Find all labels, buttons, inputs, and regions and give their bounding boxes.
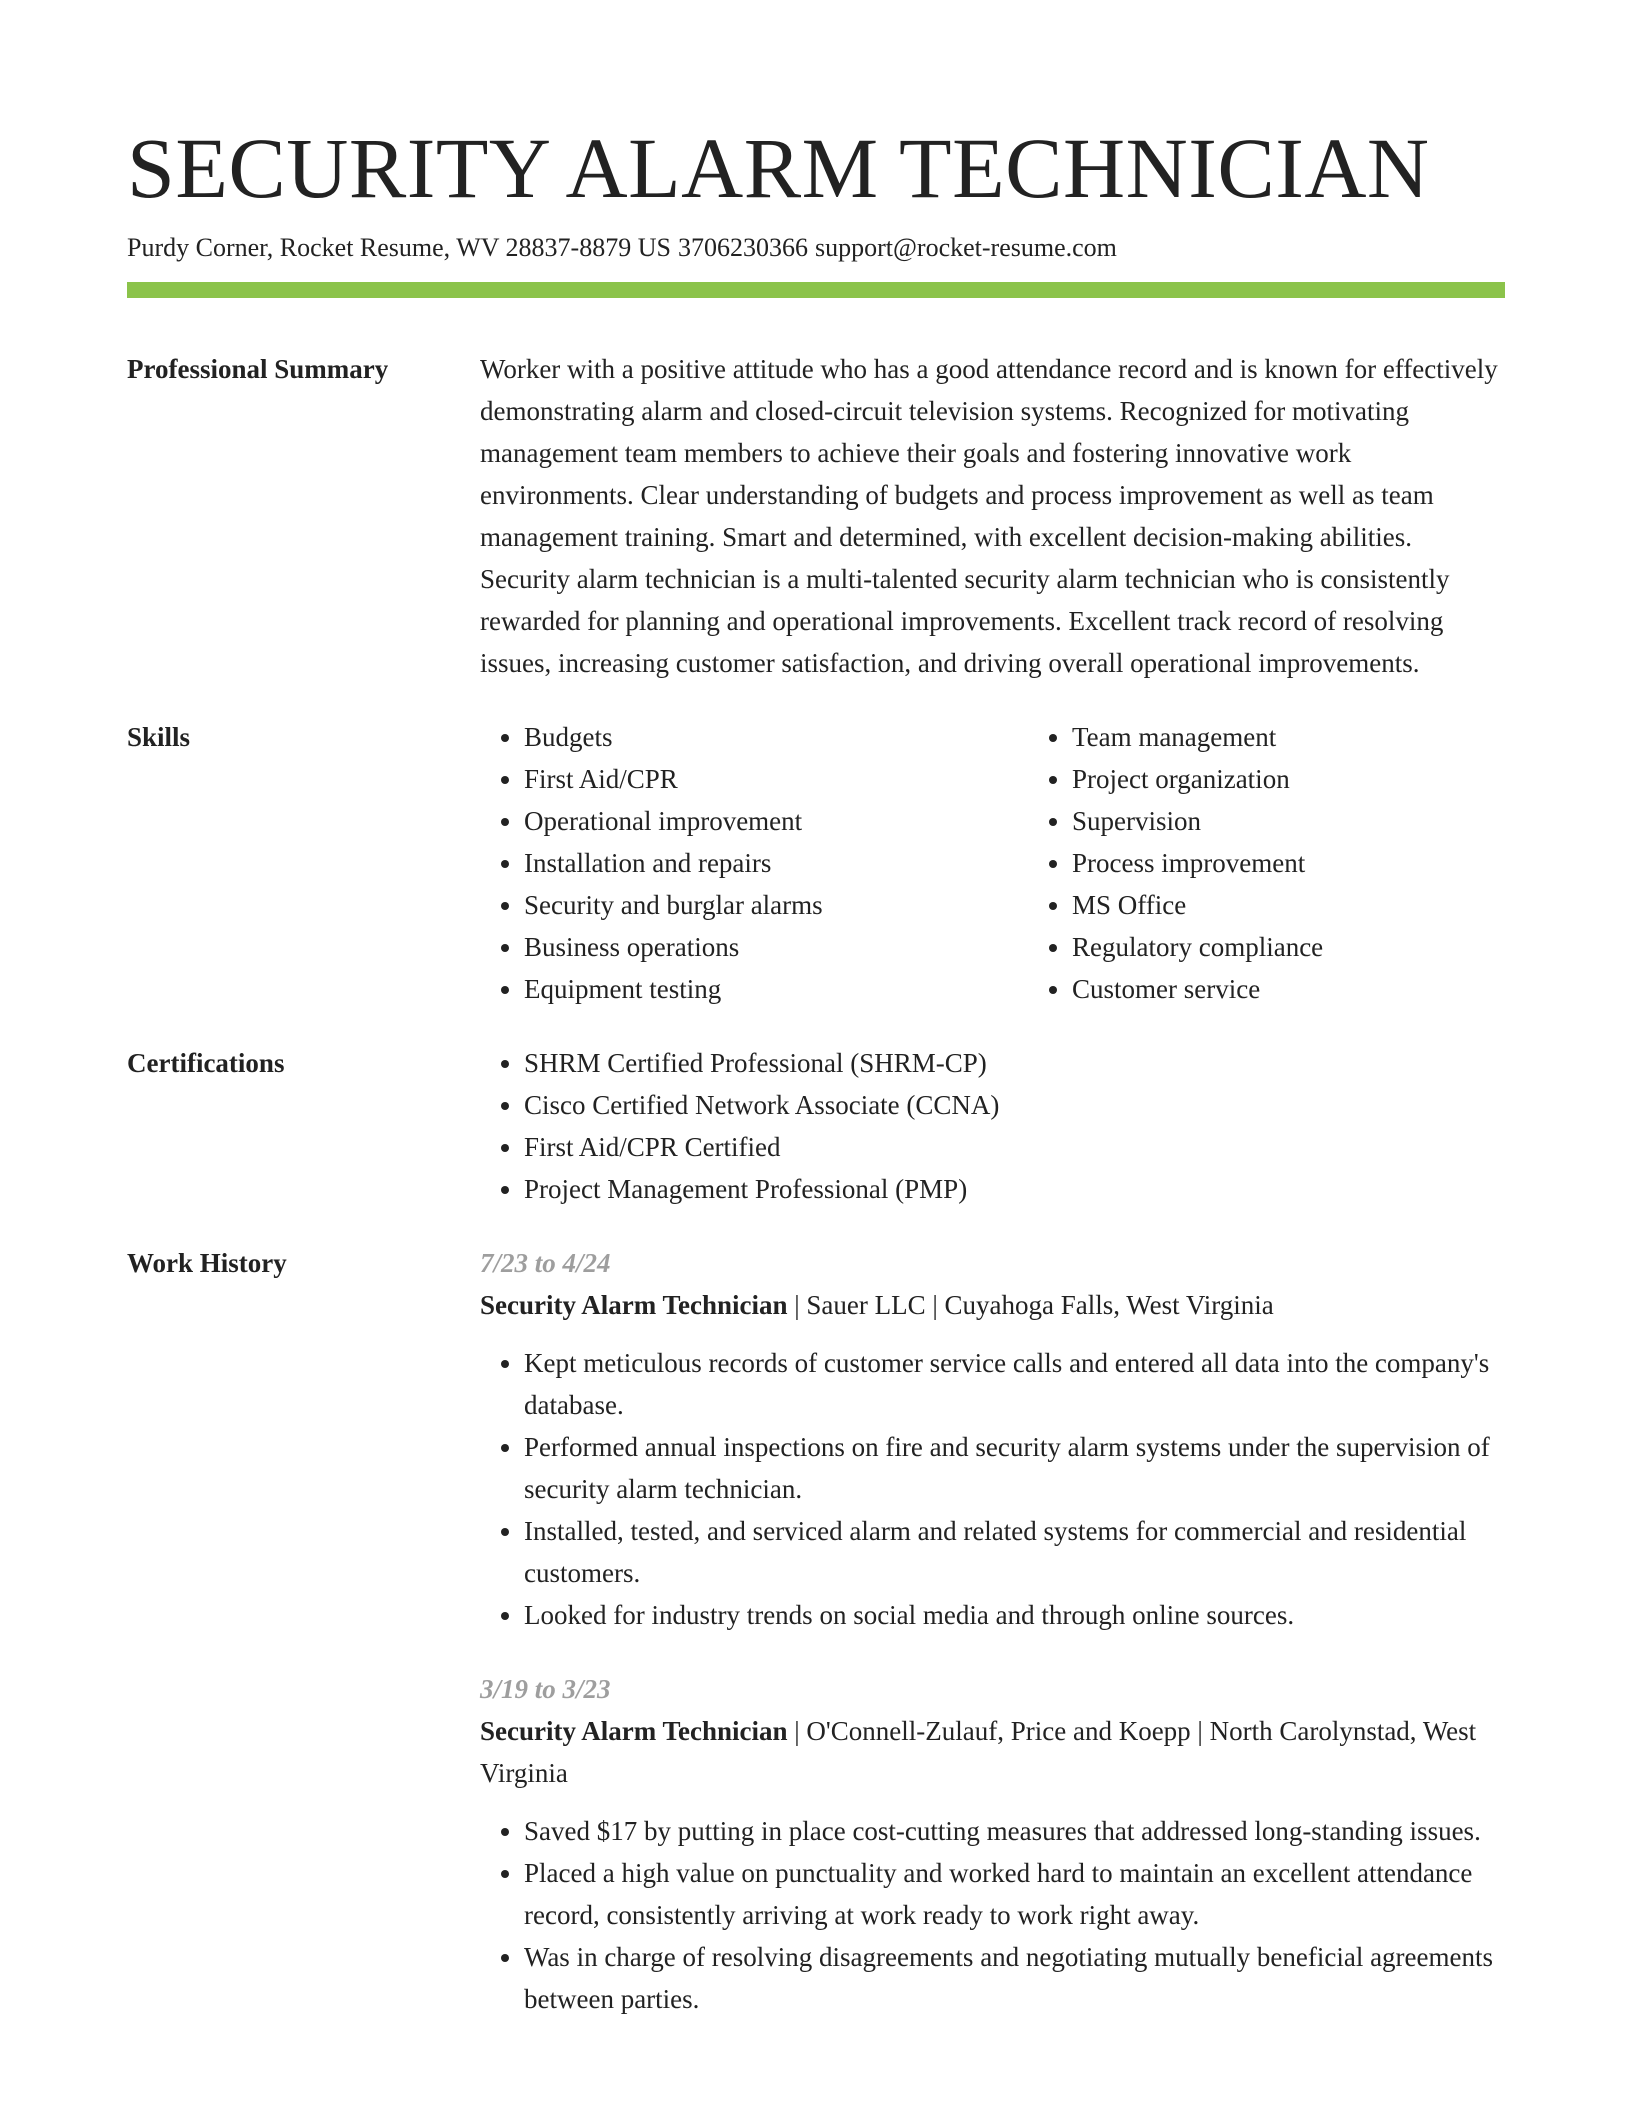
section-label: Certifications <box>127 1048 285 1078</box>
job-dates: 3/19 to 3/23 <box>480 1674 611 1704</box>
job-bullets <box>480 1342 1505 1636</box>
skills-list-right <box>1028 716 1576 1010</box>
job-bullet: • Performed annual inspections on fire and security alarm systems under the supervision of security alarm technician. <box>524 1426 1505 1510</box>
certification-item: • SHRM Certified Professional (SHRM-CP) <box>524 1042 1505 1084</box>
skill-item: • Customer service <box>1072 968 1576 1010</box>
contact-phone: 3706230366 <box>677 233 808 262</box>
section-label: Work History <box>127 1248 287 1278</box>
section-body <box>480 348 1505 684</box>
job-heading <box>480 1710 1505 1794</box>
job-bullet: • Was in charge of resolving disagreements and negotiating mutually beneficial agreements between parties. <box>524 1936 1505 2020</box>
professional-summary-section <box>127 298 1505 684</box>
job-title: Security Alarm Technician <box>480 1716 788 1746</box>
job-bullet: • Installed, tested, and serviced alarm and related systems for commercial and residential customers. <box>524 1510 1505 1594</box>
skill-item: • Security and burglar alarms <box>524 884 1028 926</box>
skill-item: • Budgets <box>524 716 1028 758</box>
resume-page <box>127 118 1505 2020</box>
job-bullet: • Placed a high value on punctuality and worked hard to maintain an excellent attendance record, consistently arriving at work ready to work right away. <box>524 1852 1505 1936</box>
skills-grid <box>480 716 1576 1010</box>
job-bullet: • Saved $17 by putting in place cost-cutting measures that addressed long-standing issues. <box>524 1810 1505 1852</box>
job-entry <box>480 1668 1505 2020</box>
job-bullet: • Looked for industry trends on social media and through online sources. <box>524 1594 1505 1636</box>
skill-item: • Process improvement <box>1072 842 1576 884</box>
skill-item: • Business operations <box>524 926 1028 968</box>
candidate-title: SECURITY ALARM TECHNICIAN <box>127 120 1430 216</box>
certifications-section <box>127 1042 1505 1210</box>
summary-text: Worker with a positive attitude who has a good attendance record and is known for effectively demonstrating alarm and closed-circuit television systems. Recognized for motivating management team members to achieve their goals and fostering innovative work environments. Clear understanding of budgets and process improvement as well as team management training. Smart and determined, with excellent decision-making abilities. Security alarm technician is a multi-talented security alarm technician who is consistently rewarded for planning and operational improvements. Excellent track record of resolving issues, increasing customer satisfaction, and driving overall operational improvements. <box>480 354 1498 678</box>
accent-divider <box>127 282 1505 298</box>
certifications-list <box>480 1042 1505 1210</box>
section-body <box>480 1042 1505 1210</box>
section-label: Skills <box>127 722 191 752</box>
certification-item: • Cisco Certified Network Associate (CCNA) <box>524 1084 1505 1126</box>
contact-email: support@rocket-resume.com <box>814 233 1117 262</box>
job-heading <box>480 1284 1505 1326</box>
section-label: Professional Summary <box>127 354 389 384</box>
certification-item: • First Aid/CPR Certified <box>524 1126 1505 1168</box>
skills-list-left <box>480 716 1028 1010</box>
section-body <box>480 1242 1505 2020</box>
job-bullet: • Kept meticulous records of customer service calls and entered all data into the company's database. <box>524 1342 1505 1426</box>
contact-address: Purdy Corner, Rocket Resume, WV 28837-8879 US <box>127 233 671 262</box>
skill-item: • Installation and repairs <box>524 842 1028 884</box>
certification-item: • Project Management Professional (PMP) <box>524 1168 1505 1210</box>
skill-item: • Equipment testing <box>524 968 1028 1010</box>
job-entry <box>480 1242 1505 1636</box>
skill-item: • Operational improvement <box>524 800 1028 842</box>
skill-item: • First Aid/CPR <box>524 758 1028 800</box>
job-details: | Sauer LLC | Cuyahoga Falls, West Virginia <box>787 1290 1274 1320</box>
job-title: Security Alarm Technician <box>480 1290 788 1320</box>
job-details: | O'Connell-Zulauf, Price and Koepp | North Carolynstad, West Virginia <box>480 1716 1477 1788</box>
skill-item: • Team management <box>1072 716 1576 758</box>
contact-line <box>127 230 1505 266</box>
job-bullets <box>480 1810 1505 2020</box>
skill-item: • Regulatory compliance <box>1072 926 1576 968</box>
skill-item: • Project organization <box>1072 758 1576 800</box>
skill-item: • MS Office <box>1072 884 1576 926</box>
skills-section <box>127 716 1505 1010</box>
job-dates: 7/23 to 4/24 <box>480 1248 611 1278</box>
skill-item: • Supervision <box>1072 800 1576 842</box>
work-history-section <box>127 1242 1505 2020</box>
